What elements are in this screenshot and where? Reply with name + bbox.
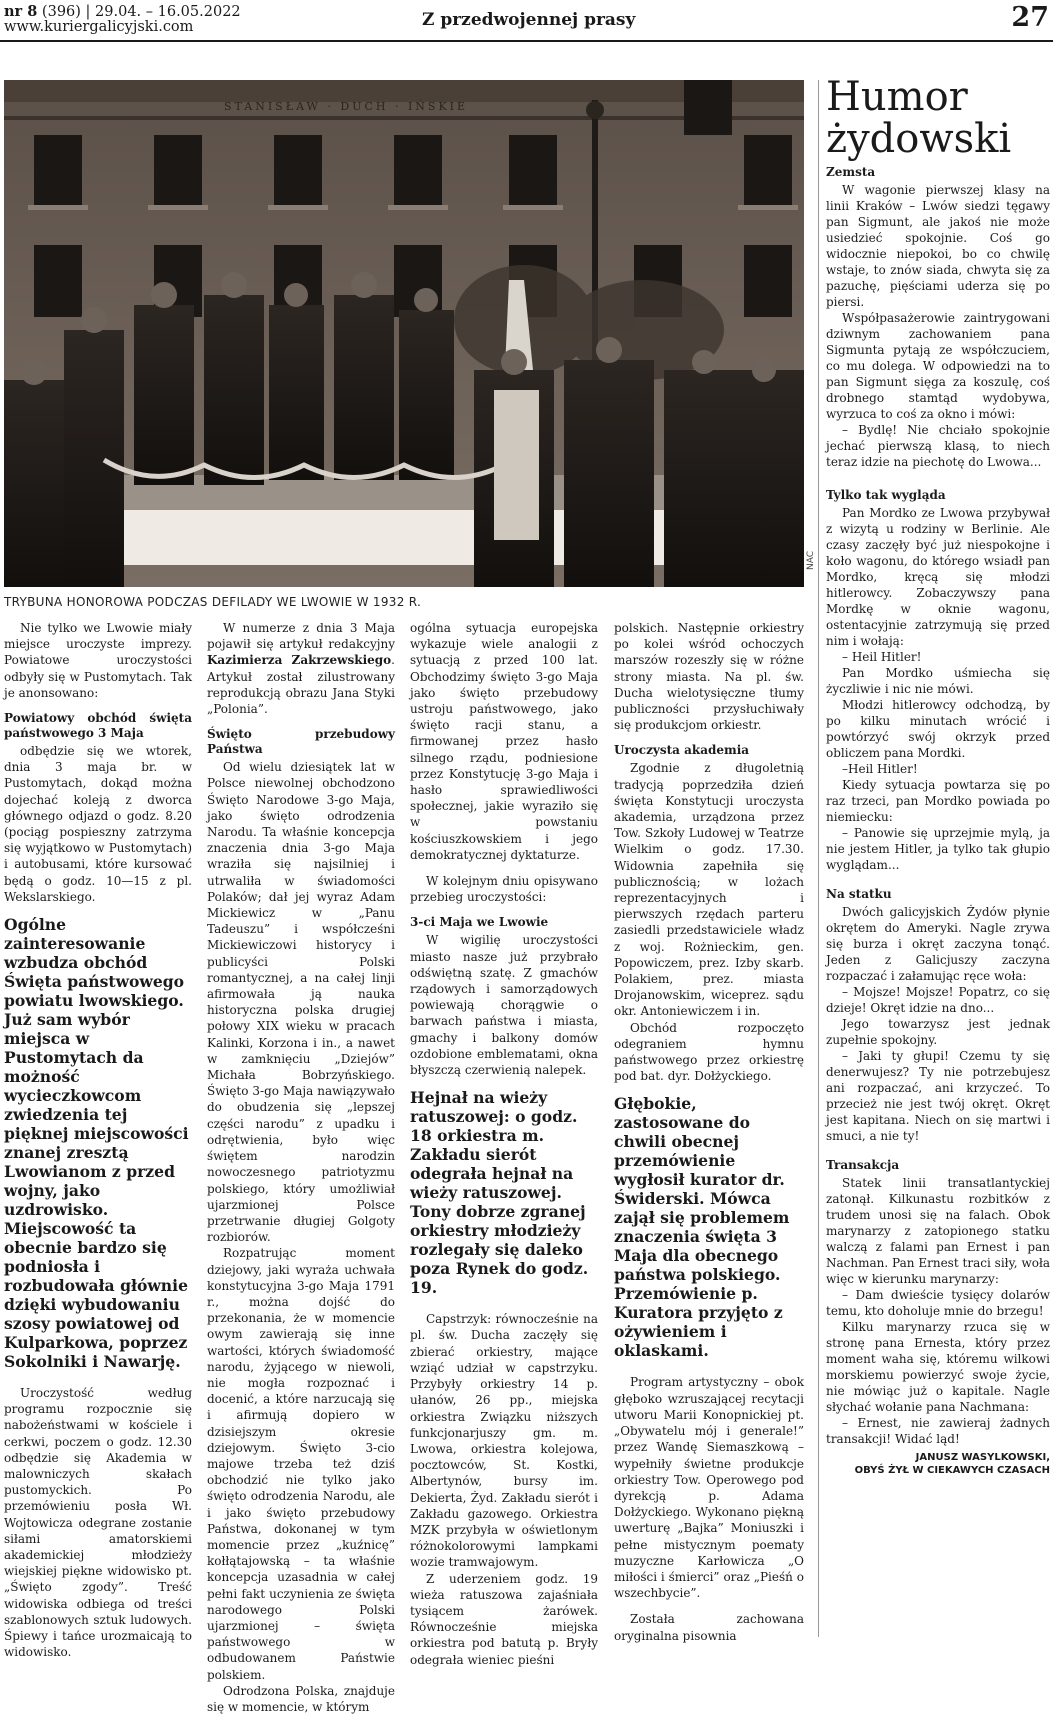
paragraph: Jego towarzysz jest jednak zupełnie spokojny. [826,1017,1050,1047]
issue-number: nr 8 [4,3,38,20]
paragraph: –Heil Hitler! [842,762,918,776]
section-title: Z przedwojennej prasy [422,10,636,30]
joke-heading: Zemsta [826,165,876,179]
article-column-1 [4,620,192,1661]
joke-heading: Transakcja [826,1158,900,1172]
historical-photo [4,80,804,587]
header-rule [0,40,1053,42]
paragraph: Kilku marynarzy rzuca się w stronę pana Ernesta, który przez moment waha się, któremu wilkowi morskiemu powierzyć swoje życie, nie mówiąc już o kapitale. Nagle słychać wołanie pana Nachmana: [826,1320,1050,1414]
photo-credit: NAC [806,550,816,570]
joke-heading: Tylko tak wygląda [826,488,946,502]
lead-paragraph: Hejnał na wieży ratuszowej: o godz. 18 orkiestra m. Zakładu sierót odegrała hejnał na wieży ratuszowej. Tony dobrze zgranej orkiestry młodzieży rozlegały się daleko poza Rynek do godz. 19. [410,1088,589,1298]
author-credit [826,1451,1050,1477]
paragraph: W wigilię uroczystości miasto nasze już przybrało odświętną szatę. Z gmachów rządowych i samorządowych powiewają chorągwie o barwach państwa i miasta, gmachy i balkony domów ozdobione emblematami, okna błyszczą czerwienią nalepek. [410,933,598,1078]
paragraph: Capstrzyk: równocześnie na pl. św. Ducha zaczęły się zbierać orkiestry, mające wziąć udział w capstrzyku. Przybyły orkiestry 14 p. ułanów, 26 pp., miejska orkiestra Związku niższych funkcjonarjuszy gm. m. Lwowa, orkiestra kolejowa, pocztowców, St. Kostki, Albertynów, bursy im. Dekierta, Żyd. Zakładu sierót i Zakładu gazowego. Orkiestra MZK przybyła w oświetlonym różnokolorowymi lampkami wozie tramwajowym. [410,1312,598,1570]
subheading: Uroczysta akademia [614,743,750,758]
issue-dates: (396) | 29.04. – 16.05.2022 [37,4,241,20]
paragraph: – Heil Hitler! [842,650,922,664]
subheading: Powiatowy obchód święta państwowego 3 Maja [4,711,192,741]
article-column-2 [207,620,395,1715]
paragraph-text: . Artykuł został zilustrowany reprodukcją obrazu Jana Styki „Polonia”. [207,653,395,717]
paragraph: – Dam dwieście tysięcy dolarów temu, kto doholuje mnie do brzegu! [826,1288,1050,1318]
sidebar-divider [818,80,819,1637]
author-source: OBYŚ ŻYŁ W CIEKAWYCH CZASACH [854,1465,1050,1476]
paragraph: Pan Mordko ze Lwowa przybywał z wizytą u rodziny w Berlinie. Ale czasy zaczęły być już niespokojne i koło wagonu, do którego wsiadł pan Mordko, kręcą się młodzi hitlerowcy. Zobaczywszy pana Mordkę w oknie wagonu, ostentacyjnie zatrzymują się przed nim i wołają: [826,506,1050,648]
humor-column [826,165,1050,1477]
paragraph: Zgodnie z długoletnią tradycją poprzedziła dzień święta Konstytucji uroczysta akademia, urządzona przez Tow. Szkoły Ludowej w Teatrze Wielkim o godz. 17.30. Widownia zapełniła się publicznością; w lożach reprezentacyjnych i pierwszych rzędach parteru zasiedli przedstawiciele władz z woj. Rożnieckim, gen. Popowiczem, prez. Izby skarb. Polakiem, prez. miasta Drojanowskim, wiceprez. sądu okr. Antoniewiczem i in. [614,761,804,1019]
paragraph: – Bydlę! Nie chciało spokojnie jechać pierwszą klasą, to niech teraz idzie na piechotę do Lwowa... [826,423,1050,469]
paragraph: W wagonie pierwszej klasy na linii Kraków – Lwów siedzi tęgawy pan Sigmunt, ale jakoś nie może usiedzieć spokojnie. Coś go widocznie niepokoi, bo co chwilę wstaje, to znów siada, chwyta się za pazuchę, pięściami uderza się po piersi. [826,183,1050,309]
facade-inscription: STANISŁAW · DUCH · IŃSKIE [224,100,469,113]
paragraph: Obchód rozpoczęto odegraniem hymnu państwowego przez orkiestrę pod bat. dyr. Dołżyckiego. [614,1020,804,1084]
subheading: 3-ci Maja we Lwowie [410,915,549,930]
editorial-note: Została zachowana oryginalna pisownia [614,1612,804,1643]
paragraph: Nie tylko we Lwowie miały miejsce uroczyste imprezy. Powiatowe uroczystości odbyły się w Pustomytach. Tak je anonsowano: [4,621,192,700]
photo-caption: TRYBUNA HONOROWA PODCZAS DEFILADY WE LWOWIE W 1932 R. [4,595,422,609]
paragraph: – Panowie się uprzejmie mylą, ja nie jestem Hitler, ja tylko tak głupio wyglądam... [826,826,1050,872]
joke-heading: Na statku [826,887,892,901]
paragraph: Dwóch galicyjskich Żydów płynie okrętem do Ameryki. Nagle zrywa się burza i okręt zaczyna tonąć. Jeden z Galicjuszy zaczyna rozpaczać i załamując ręce woła: [826,905,1050,983]
article-column-3 [410,620,598,1668]
paragraph: Młodzi hitlerowcy odchodzą, by po kilku minutach wrócić i powtórzyć swój okrzyk przed obliczem pana Mordki. [826,698,1050,760]
paragraph: Odrodzona Polska, znajduje się w momencie, w którym [207,1683,395,1714]
paragraph [207,620,395,717]
paragraph: Program artystyczny – obok głęboko wzruszającej recytacji utworu Marii Konopnickiej pt. „Obywatelu mój i generale!” przez Wandę Siemaszkową – wypełniły świetne produkcje orkiestry Tow. Operowego pod dyrekcją p. Adama Dołżyckiego. Wykonano piękną uwerturę „Bajka” Moniuszki i pełne mistycznym poematy muzyczne Karłowicza „O miłości i śmierci” oraz „Pieśń o wszechbycie”. [614,1375,804,1601]
article-column-4 [614,620,804,1644]
page-number: 27 [1011,2,1049,33]
humor-title: Humor żydowski [826,74,1012,162]
paragraph: – Jaki ty głupi! Czemu ty się denerwujesz? Ty nie potrzebujesz ani rozpaczać, ani krzyczeć. To przecież nie jest twój okręt. Okręt jest kapitana. Niech on się martwi i smuci, a nie ty! [826,1049,1050,1143]
paragraph: ogólna sytuacja europejska wykazuje wiele analogii z sytuacją z przed 100 lat. Obchodzimy święto 3-go Maja jako święto przebudowy ustroju państwowego, jako święto racji stanu, a firmowanej przez hasło silnego rządu, podniesione przez Konstytucję 3-go Maja i hasło sprawiedliwości społecznej, jakie wyraziło się w powstaniu kościuszkowskiem i jego demokratycznej dyktaturze. [410,621,598,862]
author-name: Kazimierza Zakrzewskiego [207,653,392,668]
paragraph: – Mojsze! Mojsze! Popatrz, co się dzieje! Okręt idzie na dno... [826,985,1050,1015]
paragraph-text: W numerze z dnia 3 Maja pojawił się artykuł redakcyjny [207,621,395,652]
lead-paragraph: Głębokie, zastosowane do chwili obecnej przemówienie wygłosił kurator dr. Świderski. Mówca zajął się problemem znaczenia święta 3 Maja dla obecnego państwa polskiego. Przemówienie p. Kuratora przyjęto z ożywieniem i oklaskami. [614,1094,790,1361]
paragraph: Współpasażerowie zaintrygowani dziwnym zachowaniem pana Sigmunta pytają ze współczuciem, co mu dolega. W odpowiedzi na to pan Sigmunt sięga za koszulę, coś drobnego stamtąd wydobywa, wyrzuca to coś za okno i mówi: [826,311,1050,421]
paragraph: polskich. Następnie orkiestry po kolei wśród ochoczych marszów rozeszły się w różne strony miasta. Na pl. św. Ducha wielotysięczne tłumy publiczności przysłuchiwały się produkcjom orkiestr. [614,621,804,733]
subheading: Święto przebudowy Państwa [207,727,395,757]
paragraph: Uroczystość według programu rozpocznie się nabożeństwami w kościele i cerkwi, poczem o godz. 12.30 odbędzie się Akademia w malowniczych skałach pustomyckich. Po przemówieniu posła Wł. Wojtowicza odegrane zostanie siłami amatorskiemi akademickiej młodzieży wiejskiej piękne widowisko pt. „Święto zgody”. Treść widowiska odbiega od treści szablonowych sztuk ludowych. Śpiewy i tańce urozmaicają to widowisko. [4,1386,192,1660]
parade-tribune-photo [4,80,804,587]
paragraph: W kolejnym dniu opisywano przebieg uroczystości: [410,874,598,905]
paragraph: Rozpatrując moment dziejowy, jaki wyraża uchwała konstytucyjna 3-go Maja 1791 r., można dojść do przekonania, że w momencie owym zawierają się inne wartości, których świadomość narodu, żyjącego w niewoli, nie mogła rozpoznać i docenić, a które narzucają się i afirmują dopiero w dzisiejszym okresie dziejowym. Święto 3-cio majowe trzeba też dziś obchodzić nie tylko jako święto odrodzenia Narodu, ale i jako święto przebudowy Państwa, dokonanej w tym momencie przez „kuźnicę” kołłątajowską – ta właśnie koncepcja uzasadnia w całej pełni fakt uczynienia ze święta narodowego Polski ujarzmionej – święta państwowego w odbudowanem Państwie polskiem. [207,1246,395,1682]
paragraph: Od wielu dziesiątek lat w Polsce niewolnej obchodzono Święto Narodowe 3-go Maja, jako święto odrodzenia Narodu. Ta właśnie koncepcja znaczenia dnia 3-go Maja wraziła się najsilniej i utrwaliła w świadomości Polaków; dał jej wyraz Adam Mickiewicz w „Panu Tadeuszu” i współcześni Mickiewiczowi historycy i publicyści Polski romantycznej, a na całej linji afirmowała ją nauka historyczna polska drugiej połowy XIX wieku w pracach Kalinki, Korzona i in., a nawet w zamknięciu „Dziejów” Michała Bobrzyńskiego. Święto 3-go Maja nawiązywało do obudzenia się „lepszej części narodu” z upadku i odrętwienia, było więc świętem narodzin nowoczesnego patriotyzmu polskiego, który umożliwiał ujarzmionej Polsce przetrwanie długiej Golgoty rozbiorów. [207,760,395,1245]
paragraph: Kiedy sytuacja powtarza się po raz trzeci, pan Mordko powiada po niemiecku: [826,778,1050,824]
paragraph: – Ernest, nie zawieraj żadnych transakcji! Widać ląd! [826,1416,1050,1446]
paragraph: Pan Mordko uśmiecha się życzliwie i nic nie mówi. [826,666,1050,696]
website-url[interactable]: www.kuriergalicyjski.com [4,19,194,35]
author-name: JANUSZ WASYLKOWSKI, [915,1452,1050,1463]
paragraph: Z uderzeniem godz. 19 wieża ratuszowa zajaśniała tysiącem żarówek. Równocześnie miejska orkiestra pod batutą p. Bryły odegrała wieniec pieśni [410,1571,598,1667]
paragraph: odbędzie się we wtorek, dnia 3 maja br. w Pustomytach, dokąd można dojechać koleją z dworca głównego odjazd o godz. 8.20 (pociąg pospieszny zatrzyma się wyjątkowo w Pustomytach) i autobusami, które kursować będą o godz. 10—15 z pl. Wekslarskiego. [4,744,192,904]
paragraph: Statek linii transatlantyckiej zatonął. Kilkunastu rozbitków z trudem unosi się na falach. Obok marynarzy z zatopionego statku walczą z falami pan Ernest i pan Nachman. Pan Ernest traci siły, woła więc w kierunku marynarzy: [826,1176,1050,1286]
lead-paragraph: Ogólne zainteresowanie wzbudza obchód Święta państwowego powiatu lwowskiego. Już sam wybór miejsca w Pustomytach da możność wycieczkowcom zwiedzenia tej pięknej miejscowości znanej zresztą Lwowianom z przed wojny, jako uzdrowisko. Miejscowość ta obecnie bardzo się podniosła i rozbudowała głównie dzięki wybudowaniu szosy powiatowej od Kulparkowa, poprzez Sokolniki i Nawarję. [4,915,189,1372]
